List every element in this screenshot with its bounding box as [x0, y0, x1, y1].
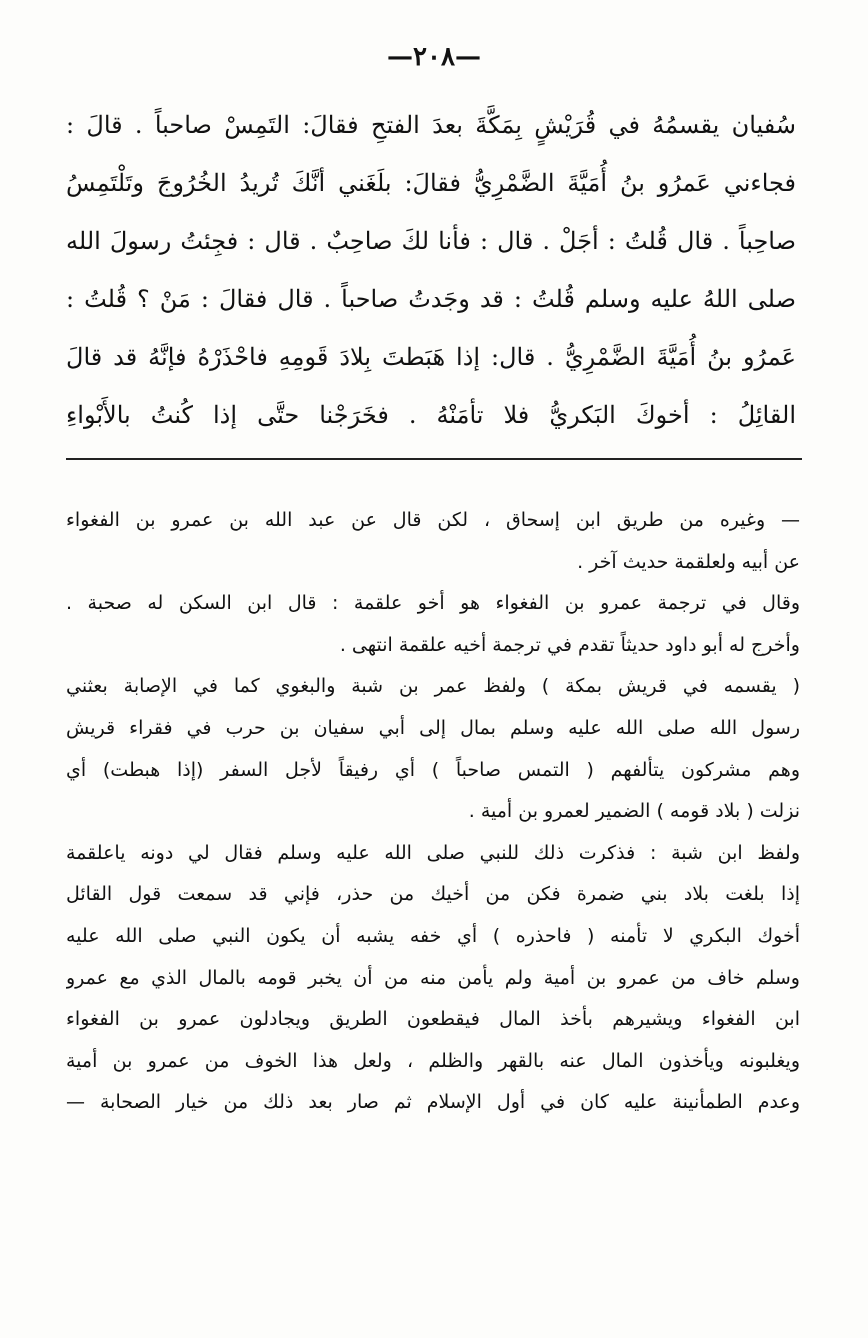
main-text-line: صلى اللهُ عليه وسلم قُلتُ : قد وجَدتُ صاحباً . قال فقالَ : مَنْ ؟ قُلتُ :: [66, 285, 796, 313]
footnote-line: أخوك البكري لا تأمنه ( فاحذره ) أي خفه يشبه أن يكون النبي صلى الله عليه: [66, 924, 800, 947]
footnote-line: — وغيره من طريق ابن إسحاق ، لكن قال عن عبد الله بن عمرو بن الفغواء: [66, 509, 800, 531]
main-text-line: سُفيان يقسمُهُ في قُرَيْشٍ بِمَكَّةَ بعدَ الفتحِ فقالَ: التَمِسْ صاحباً . قالَ :: [66, 111, 796, 139]
footnote-line: ابن الفغواء ويشيرهم بأخذ المال فيقطعون الطريق ويجادلون عمرو بن الفغواء: [66, 1008, 800, 1031]
footnote-line: ( يقسمه في قريش بمكة ) ولفظ عمر بن شبة والبغوي كما في الإصابة بعثني: [66, 675, 800, 698]
footnote-line: ويغلبونه ويأخذون المال عنه بالقهر والظلم ، ولعل هذا الخوف من عمرو بن أمية: [66, 1049, 800, 1072]
footnote-line: إذا بلغت بلاد بني ضمرة فكن من أخيك من حذر، فإني قد سمعت قول القائل: [66, 883, 800, 906]
main-text-line: القائِلُ : أخوكَ البَكريُّ فلا تأمَنْهُ . فخَرَجْنا حتَّى إذا كُنتُ بالأَبْواءِ: [66, 401, 796, 429]
footnote-line: وسلم خاف من عمرو بن أمية ولم يأمن منه من أن يخبر قومه بالمال الذي مع عمرو: [66, 966, 800, 989]
footnote-line: وأخرج له أبو داود حديثاً تقدم في ترجمة أخيه علقمة انتهى .: [339, 633, 800, 656]
main-text-line: عَمرُو بنُ أُمَيَّةَ الضَّمْرِيُّ . قال: إذا هَبَطتَ بِلادَ قَومِهِ فاحْذَرْهُ فإنَّهُ قد قالَ: [66, 343, 796, 371]
main-text-line: فجاءني عَمرُو بنُ أُمَيَّةَ الضَّمْرِيُّ فقالَ: بلَغَني أنَّكَ تُريدُ الخُرُوجَ وتَلْتَمِسُ: [66, 169, 796, 197]
footnotes-block: [66, 500, 800, 1124]
main-text-line: صاحِباً . قال قُلتُ : أجَلْ . قال : فأنا لكَ صاحِبٌ . قال : فجِئتُ رسولَ الله: [66, 227, 796, 255]
footnote-line: ولفظ ابن شبة : فذكرت ذلك للنبي صلى الله عليه وسلم فقال لي دونه ياعلقمة: [66, 841, 800, 864]
footnote-separator: [66, 458, 802, 460]
footnote-line: وعدم الطمأنينة عليه كان في أول الإسلام ثم صار بعد ذلك من خيار الصحابة —: [66, 1091, 800, 1114]
footnote-line: نزلت ( بلاد قومه ) الضمير لعمرو بن أمية .: [468, 800, 800, 823]
page-number: —٢٠٨—: [387, 42, 481, 72]
footnote-line: وقال في ترجمة عمرو بن الفغواء هو أخو علقمة : قال ابن السكن له صحبة .: [66, 592, 800, 615]
footnote-line: عن أبيه ولعلقمة حديث آخر .: [577, 550, 800, 573]
main-text-block: [66, 96, 796, 444]
footnote-line: رسول الله صلى الله عليه وسلم بمال إلى أبي سفيان بن حرب في فقراء قريش: [66, 716, 800, 739]
footnote-line: وهم مشركون يتألفهم ( التمس صاحباً ) أي رفيقاً لأجل السفر (إذا هبطت) أي: [66, 758, 800, 781]
